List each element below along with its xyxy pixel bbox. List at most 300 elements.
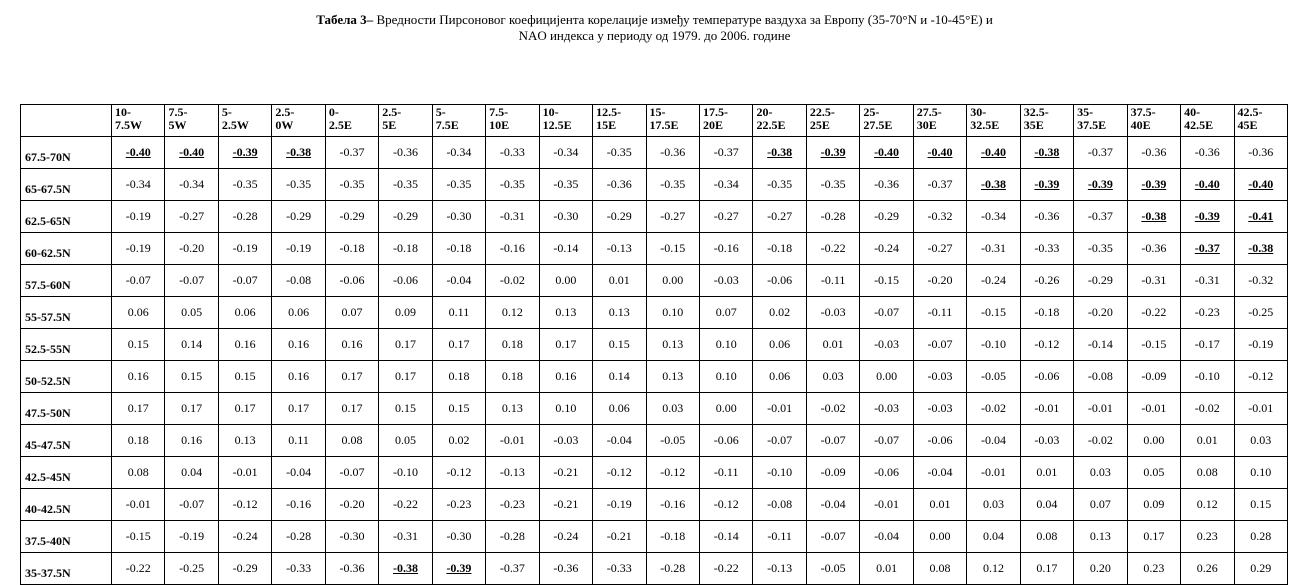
- row-header: 55-57.5N: [21, 297, 112, 329]
- table-cell: 0.07: [699, 297, 752, 329]
- column-header-line: 2.5E: [328, 118, 352, 132]
- table-cell: -0.05: [967, 361, 1020, 393]
- table-cell: -0.40: [860, 137, 913, 169]
- table-cell: 0.15: [112, 329, 165, 361]
- table-cell: -0.11: [753, 521, 806, 553]
- column-header-line: 0-: [328, 105, 339, 119]
- table-cell: 0.05: [1127, 457, 1180, 489]
- table-cell: -0.20: [913, 265, 966, 297]
- table-cell: -0.32: [1234, 265, 1287, 297]
- row-header: 47.5-50N: [21, 393, 112, 425]
- table-cell: -0.15: [112, 521, 165, 553]
- column-header-line: 32.5E: [970, 118, 1000, 132]
- table-cell: -0.35: [486, 169, 539, 201]
- table-cell: 0.12: [967, 553, 1020, 585]
- caption-text: Вредности Пирсоновог коефицијента корелације између температуре ваздуха за Европу (35-70°N и -10-45°E) и: [373, 12, 993, 27]
- table-cell: -0.25: [165, 553, 218, 585]
- row-header: 57.5-60N: [21, 265, 112, 297]
- row-header: 35-37.5N: [21, 553, 112, 585]
- table-cell: 0.17: [165, 393, 218, 425]
- table-cell: -0.19: [272, 233, 325, 265]
- row-header: 52.5-55N: [21, 329, 112, 361]
- table-cell: 0.08: [913, 553, 966, 585]
- column-header-line: 27.5-: [916, 105, 942, 119]
- table-cell: -0.13: [593, 233, 646, 265]
- table-cell: 0.14: [593, 361, 646, 393]
- table-row: [21, 553, 1288, 585]
- column-header-line: 37.5-: [1130, 105, 1156, 119]
- table-cell: -0.02: [1181, 393, 1234, 425]
- table-cell: -0.19: [112, 201, 165, 233]
- table-cell: 0.03: [646, 393, 699, 425]
- table-cell: 0.08: [112, 457, 165, 489]
- table-cell: -0.21: [539, 457, 592, 489]
- table-cell: 0.04: [165, 457, 218, 489]
- table-cell: -0.25: [1234, 297, 1287, 329]
- column-header-line: 25-: [863, 105, 880, 119]
- table-cell: -0.01: [753, 393, 806, 425]
- column-header-line: 20E: [702, 118, 723, 132]
- table-cell: 0.00: [699, 393, 752, 425]
- table-cell: 0.10: [539, 393, 592, 425]
- table-cell: -0.34: [967, 201, 1020, 233]
- table-cell: -0.14: [1074, 329, 1127, 361]
- column-header: [1020, 105, 1073, 137]
- table-cell: -0.39: [1020, 169, 1073, 201]
- table-cell: 0.11: [432, 297, 485, 329]
- table-cell: -0.40: [1234, 169, 1287, 201]
- table-row: [21, 425, 1288, 457]
- table-cell: -0.18: [325, 233, 378, 265]
- table-cell: -0.22: [1127, 297, 1180, 329]
- table-cell: -0.03: [699, 265, 752, 297]
- column-header-line: 20-: [756, 105, 773, 119]
- table-cell: 0.10: [699, 361, 752, 393]
- table-cell: 0.13: [539, 297, 592, 329]
- table-cell: -0.40: [913, 137, 966, 169]
- table-cell: 0.00: [860, 361, 913, 393]
- table-cell: -0.12: [1020, 329, 1073, 361]
- row-header: 67.5-70N: [21, 137, 112, 169]
- table-row: [21, 329, 1288, 361]
- table-cell: -0.27: [753, 201, 806, 233]
- table-cell: -0.35: [379, 169, 432, 201]
- table-cell: -0.40: [112, 137, 165, 169]
- table-cell: 0.06: [753, 329, 806, 361]
- table-cell: 0.08: [325, 425, 378, 457]
- table-cell: 0.02: [753, 297, 806, 329]
- table-cell: -0.31: [1127, 265, 1180, 297]
- table-cell: -0.28: [486, 521, 539, 553]
- table-cell: -0.15: [646, 233, 699, 265]
- column-header: [486, 105, 539, 137]
- table-cell: -0.32: [913, 201, 966, 233]
- caption-label: Табела 3–: [316, 12, 374, 27]
- column-header-line: 10-: [542, 105, 559, 119]
- table-cell: 0.17: [379, 361, 432, 393]
- table-cell: -0.01: [967, 457, 1020, 489]
- column-header-line: 7.5-: [168, 105, 188, 119]
- table-cell: -0.26: [1020, 265, 1073, 297]
- table-cell: -0.07: [860, 297, 913, 329]
- table-cell: -0.28: [806, 201, 859, 233]
- row-header: 42.5-45N: [21, 457, 112, 489]
- table-cell: -0.20: [1074, 297, 1127, 329]
- table-cell: 0.17: [325, 361, 378, 393]
- column-header: [432, 105, 485, 137]
- column-header: [165, 105, 218, 137]
- column-header-line: 15E: [596, 118, 617, 132]
- column-header: [379, 105, 432, 137]
- table-cell: 0.00: [646, 265, 699, 297]
- table-cell: 0.06: [112, 297, 165, 329]
- table-cell: 0.12: [1181, 489, 1234, 521]
- table-cell: -0.07: [165, 265, 218, 297]
- table-cell: -0.22: [379, 489, 432, 521]
- column-header-line: 27.5E: [863, 118, 893, 132]
- table-cell: -0.35: [432, 169, 485, 201]
- table-cell: -0.16: [646, 489, 699, 521]
- table-cell: -0.36: [325, 553, 378, 585]
- table-row: [21, 265, 1288, 297]
- table-cell: -0.08: [1074, 361, 1127, 393]
- column-header-line: 0W: [275, 118, 294, 132]
- table-cell: -0.31: [379, 521, 432, 553]
- table-cell: -0.04: [967, 425, 1020, 457]
- table-cell: 0.01: [1020, 457, 1073, 489]
- table-cell: -0.36: [539, 553, 592, 585]
- table-cell: 0.07: [1074, 489, 1127, 521]
- column-header-line: 10E: [489, 118, 510, 132]
- table-cell: 0.00: [1127, 425, 1180, 457]
- table-cell: 0.01: [1181, 425, 1234, 457]
- table-cell: -0.07: [860, 425, 913, 457]
- table-cell: 0.17: [325, 393, 378, 425]
- table-cell: -0.30: [539, 201, 592, 233]
- table-cell: -0.03: [913, 393, 966, 425]
- header-row: [21, 105, 1288, 137]
- table-cell: -0.30: [325, 521, 378, 553]
- table-cell: -0.33: [593, 553, 646, 585]
- table-cell: 0.15: [165, 361, 218, 393]
- table-cell: -0.40: [165, 137, 218, 169]
- table-cell: 0.05: [165, 297, 218, 329]
- table-cell: 0.11: [272, 425, 325, 457]
- table-cell: 0.03: [1234, 425, 1287, 457]
- column-header-line: 5W: [168, 118, 187, 132]
- column-header: [272, 105, 325, 137]
- table-cell: -0.35: [646, 169, 699, 201]
- table-cell: -0.01: [1020, 393, 1073, 425]
- table-cell: 0.06: [272, 297, 325, 329]
- column-header-line: 22.5-: [809, 105, 835, 119]
- column-header: [1234, 105, 1287, 137]
- column-header: [112, 105, 165, 137]
- table-cell: -0.35: [218, 169, 271, 201]
- column-header-line: 5-: [221, 105, 232, 119]
- column-header-line: 15-: [649, 105, 666, 119]
- column-header-line: 7.5W: [115, 118, 142, 132]
- table-cell: 0.02: [432, 425, 485, 457]
- table-cell: -0.24: [967, 265, 1020, 297]
- table-cell: -0.12: [699, 489, 752, 521]
- table-cell: -0.07: [806, 425, 859, 457]
- table-cell: -0.14: [539, 233, 592, 265]
- table-cell: -0.39: [1074, 169, 1127, 201]
- table-cell: 0.14: [165, 329, 218, 361]
- table-row: [21, 233, 1288, 265]
- table-cell: -0.36: [1234, 137, 1287, 169]
- table-cell: -0.24: [539, 521, 592, 553]
- table-cell: -0.40: [1181, 169, 1234, 201]
- table-cell: -0.19: [1234, 329, 1287, 361]
- table-cell: -0.10: [379, 457, 432, 489]
- table-cell: -0.29: [325, 201, 378, 233]
- table-cell: 0.04: [1020, 489, 1073, 521]
- table-cell: 0.03: [1074, 457, 1127, 489]
- column-header: [325, 105, 378, 137]
- table-cell: -0.39: [1181, 201, 1234, 233]
- column-header-line: 45E: [1237, 118, 1258, 132]
- table-cell: 0.17: [272, 393, 325, 425]
- table-cell: 0.18: [486, 329, 539, 361]
- table-cell: -0.36: [1127, 233, 1180, 265]
- table-cell: -0.31: [1181, 265, 1234, 297]
- row-header: 65-67.5N: [21, 169, 112, 201]
- table-row: [21, 201, 1288, 233]
- table-cell: 0.15: [593, 329, 646, 361]
- table-cell: -0.38: [272, 137, 325, 169]
- table-cell: -0.07: [806, 521, 859, 553]
- table-cell: -0.29: [272, 201, 325, 233]
- table-cell: 0.16: [112, 361, 165, 393]
- column-header-line: 35E: [1023, 118, 1044, 132]
- table-cell: -0.03: [539, 425, 592, 457]
- table-cell: -0.37: [1181, 233, 1234, 265]
- table-cell: 0.29: [1234, 553, 1287, 585]
- table-cell: 0.17: [112, 393, 165, 425]
- table-cell: -0.06: [913, 425, 966, 457]
- table-cell: 0.01: [860, 553, 913, 585]
- table-cell: -0.15: [860, 265, 913, 297]
- table-cell: -0.39: [218, 137, 271, 169]
- column-header: [1127, 105, 1180, 137]
- table-row: [21, 457, 1288, 489]
- column-header-line: 7.5E: [435, 118, 459, 132]
- table-cell: -0.35: [272, 169, 325, 201]
- column-header-line: 35-: [1077, 105, 1094, 119]
- table-cell: 0.10: [699, 329, 752, 361]
- caption-line-1: [0, 12, 1309, 28]
- column-header-line: 5E: [382, 118, 397, 132]
- column-header-line: 17.5E: [649, 118, 679, 132]
- column-header-line: 12.5-: [596, 105, 622, 119]
- table-cell: -0.12: [432, 457, 485, 489]
- column-header: [753, 105, 806, 137]
- table-cell: -0.36: [1127, 137, 1180, 169]
- table-cell: -0.01: [1074, 393, 1127, 425]
- table-cell: 0.26: [1181, 553, 1234, 585]
- table-cell: -0.23: [1181, 297, 1234, 329]
- table-cell: -0.07: [325, 457, 378, 489]
- column-header: [806, 105, 859, 137]
- column-header-line: 40-: [1184, 105, 1201, 119]
- table-cell: -0.38: [753, 137, 806, 169]
- column-header: [1181, 105, 1234, 137]
- table-cell: -0.10: [753, 457, 806, 489]
- table-cell: -0.37: [1074, 137, 1127, 169]
- column-header-line: 10-: [115, 105, 131, 119]
- table-cell: -0.10: [1181, 361, 1234, 393]
- table-cell: -0.27: [913, 233, 966, 265]
- table-cell: 0.03: [967, 489, 1020, 521]
- table-cell: -0.23: [486, 489, 539, 521]
- table-cell: 0.17: [1020, 553, 1073, 585]
- table-cell: -0.09: [806, 457, 859, 489]
- table-cell: -0.38: [1234, 233, 1287, 265]
- table-cell: 0.09: [1127, 489, 1180, 521]
- column-header: [1074, 105, 1127, 137]
- table-cell: -0.06: [699, 425, 752, 457]
- table-cell: -0.12: [646, 457, 699, 489]
- table-cell: 0.16: [272, 361, 325, 393]
- table-cell: -0.05: [806, 553, 859, 585]
- table-cell: -0.29: [860, 201, 913, 233]
- table-cell: -0.16: [272, 489, 325, 521]
- table-cell: -0.36: [860, 169, 913, 201]
- table-cell: -0.35: [539, 169, 592, 201]
- row-header: 40-42.5N: [21, 489, 112, 521]
- column-header-line: 30-: [970, 105, 987, 119]
- table-cell: -0.19: [593, 489, 646, 521]
- table-cell: -0.05: [646, 425, 699, 457]
- column-header-line: 2.5-: [382, 105, 402, 119]
- column-header-line: 30E: [916, 118, 937, 132]
- table-cell: 0.15: [432, 393, 485, 425]
- table-cell: -0.14: [699, 521, 752, 553]
- table-cell: 0.01: [593, 265, 646, 297]
- row-header: 62.5-65N: [21, 201, 112, 233]
- table-cell: -0.39: [1127, 169, 1180, 201]
- table-cell: -0.01: [860, 489, 913, 521]
- table-cell: -0.01: [112, 489, 165, 521]
- table-cell: -0.30: [432, 521, 485, 553]
- table-cell: -0.34: [699, 169, 752, 201]
- table-cell: -0.03: [1020, 425, 1073, 457]
- table-cell: 0.00: [539, 265, 592, 297]
- table-cell: -0.01: [1127, 393, 1180, 425]
- table-cell: -0.19: [112, 233, 165, 265]
- table-cell: -0.20: [165, 233, 218, 265]
- table-row: [21, 361, 1288, 393]
- column-header: [593, 105, 646, 137]
- column-header: [539, 105, 592, 137]
- table-cell: -0.19: [218, 233, 271, 265]
- table-cell: 0.17: [379, 329, 432, 361]
- table-cell: -0.31: [486, 201, 539, 233]
- table-cell: -0.36: [646, 137, 699, 169]
- table-cell: -0.34: [539, 137, 592, 169]
- table-cell: -0.19: [165, 521, 218, 553]
- table-cell: 0.13: [593, 297, 646, 329]
- table-cell: -0.02: [486, 265, 539, 297]
- table-cell: -0.21: [593, 521, 646, 553]
- column-header: [646, 105, 699, 137]
- column-header-line: 25E: [809, 118, 830, 132]
- table-cell: 0.13: [486, 393, 539, 425]
- table-cell: -0.07: [112, 265, 165, 297]
- row-header: 45-47.5N: [21, 425, 112, 457]
- table-cell: -0.01: [1234, 393, 1287, 425]
- corner-cell: [21, 105, 112, 137]
- table-cell: -0.39: [432, 553, 485, 585]
- table-cell: -0.02: [806, 393, 859, 425]
- row-header: 50-52.5N: [21, 361, 112, 393]
- table-cell: 0.09: [379, 297, 432, 329]
- table-cell: -0.06: [860, 457, 913, 489]
- table-cell: -0.27: [699, 201, 752, 233]
- table-cell: -0.06: [1020, 361, 1073, 393]
- table-cell: -0.37: [486, 553, 539, 585]
- table-cell: -0.18: [1020, 297, 1073, 329]
- table-cell: 0.08: [1181, 457, 1234, 489]
- table-cell: 0.13: [1074, 521, 1127, 553]
- table-cell: 0.23: [1181, 521, 1234, 553]
- table-cell: 0.15: [1234, 489, 1287, 521]
- table-cell: -0.27: [646, 201, 699, 233]
- caption-line-2: NAO индекса у периоду од 1979. до 2006. године: [518, 28, 791, 43]
- table-cell: 0.07: [325, 297, 378, 329]
- table-cell: -0.38: [379, 553, 432, 585]
- table-cell: -0.06: [753, 265, 806, 297]
- table-cell: -0.13: [753, 553, 806, 585]
- table-row: [21, 521, 1288, 553]
- table-cell: 0.17: [539, 329, 592, 361]
- table-cell: -0.37: [1074, 201, 1127, 233]
- table-cell: -0.38: [1020, 137, 1073, 169]
- table-cell: 0.04: [967, 521, 1020, 553]
- table-cell: -0.22: [806, 233, 859, 265]
- table-cell: 0.13: [646, 329, 699, 361]
- table-row: [21, 137, 1288, 169]
- table-cell: -0.04: [806, 489, 859, 521]
- table-cell: -0.28: [646, 553, 699, 585]
- table-cell: -0.24: [218, 521, 271, 553]
- column-header: [218, 105, 271, 137]
- column-header: [860, 105, 913, 137]
- table-cell: 0.15: [379, 393, 432, 425]
- table-cell: -0.11: [699, 457, 752, 489]
- table-cell: -0.24: [860, 233, 913, 265]
- table-row: [21, 393, 1288, 425]
- table-row: [21, 169, 1288, 201]
- table-cell: -0.39: [806, 137, 859, 169]
- table-cell: -0.04: [593, 425, 646, 457]
- table-cell: -0.02: [967, 393, 1020, 425]
- table-cell: -0.06: [325, 265, 378, 297]
- table-cell: -0.29: [379, 201, 432, 233]
- table-cell: -0.29: [218, 553, 271, 585]
- table-cell: -0.34: [165, 169, 218, 201]
- table-cell: -0.29: [1074, 265, 1127, 297]
- table-cell: -0.37: [699, 137, 752, 169]
- table-cell: 0.06: [593, 393, 646, 425]
- table-cell: -0.04: [432, 265, 485, 297]
- table-cell: -0.17: [1181, 329, 1234, 361]
- column-header-line: 37.5E: [1077, 118, 1107, 132]
- table-cell: 0.16: [539, 361, 592, 393]
- table-cell: -0.15: [1127, 329, 1180, 361]
